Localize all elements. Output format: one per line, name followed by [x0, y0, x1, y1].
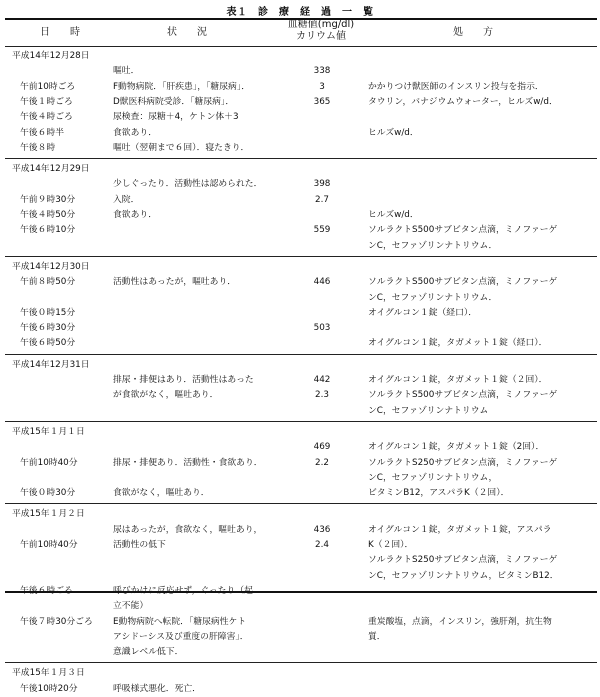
row-time: 午後０時15分 — [20, 307, 76, 318]
row-prescription: ンC，セファゾリンナトリウム． — [368, 240, 498, 251]
table-caption: 表１ 診 療 経 過 一 覧 — [226, 7, 374, 18]
group-separator — [5, 503, 597, 504]
group-date: 平成14年12月29日 — [12, 164, 90, 175]
row-value: 503 — [313, 323, 331, 334]
group-date: 平成14年12月30日 — [12, 261, 90, 272]
header-glucose: 血糖値(mg/dl) — [287, 19, 355, 30]
row-prescription: ソルラクトS250サブビタン点滴，ミノファーゲ — [368, 457, 558, 468]
row-time: 午後10時20分 — [20, 683, 78, 694]
row-value: 442 — [313, 375, 331, 385]
header-prescription: 処 方 — [453, 27, 493, 38]
row-value: 2.3 — [315, 390, 329, 401]
row-time: 午前10時40分 — [20, 540, 78, 550]
row-situation: D獣医科病院受診．「糖尿病」． — [113, 96, 235, 107]
header-potassium: カリウム値 — [296, 31, 346, 42]
row-prescription: 質． — [368, 631, 386, 642]
row-situation: 入院． — [113, 194, 140, 205]
row-value: 3 — [319, 81, 325, 92]
row-value: 338 — [313, 66, 331, 77]
row-prescription: ヒルズw/d． — [368, 210, 419, 220]
row-situation: 排尿・排便はあり．活動性はあった — [113, 375, 254, 385]
row-time: 午前10時ごろ — [20, 81, 76, 92]
row-value: 469 — [313, 442, 331, 453]
row-time: 午後１時ごろ — [20, 96, 73, 107]
row-situation: 少しぐったり．活動性は認められた． — [113, 179, 263, 190]
row-prescription: ンC，セファゾリンナトリウム，ビタミンB12． — [368, 570, 559, 581]
row-prescription: かかりつけ獣医師のインスリン投与を指示． — [368, 81, 544, 92]
row-prescription: ンC，セファゾリンナトリウム， — [368, 472, 498, 483]
row-situation: 食欲あり． — [113, 127, 157, 138]
row-value: 436 — [313, 524, 331, 535]
row-time: 午後６時半 — [20, 127, 64, 138]
row-prescription: タウリン，バナジウムウォーター，ヒルズw/d． — [368, 96, 558, 107]
row-value: 2.7 — [315, 194, 329, 205]
row-value: 559 — [313, 225, 331, 236]
row-situation: E動物病院へ転院．「糖尿病性ケト — [113, 616, 247, 627]
group-date: 平成15年１月１日 — [12, 426, 85, 437]
table-bottom-rule — [5, 591, 597, 593]
row-situation: 尿検査：尿糖＋4，ケトン体＋3 — [113, 112, 239, 123]
group-separator — [5, 662, 597, 663]
header-bottom-rule — [5, 46, 597, 47]
group-separator — [5, 354, 597, 355]
row-value: 2.4 — [315, 540, 329, 550]
row-prescription: ンC，セファゾリンナトリウム — [368, 405, 489, 416]
group-separator — [5, 158, 597, 159]
row-situation: 食欲あり． — [113, 210, 157, 220]
group-date: 平成14年12月28日 — [12, 51, 90, 61]
row-time: 午後６時30分 — [20, 323, 76, 334]
row-prescription: K（２回）． — [368, 540, 414, 550]
row-time: 午後４時50分 — [20, 210, 76, 220]
row-time: 午後８時 — [20, 142, 56, 153]
row-time: 午前９時30分 — [20, 194, 76, 205]
group-separator — [5, 256, 597, 257]
row-time: 午後０時30分 — [20, 488, 76, 499]
row-situation: 活動性はあったが，嘔吐あり． — [113, 277, 237, 288]
row-value: 446 — [313, 277, 331, 288]
row-situation: F動物病院．「肝疾患」，「糖尿病」． — [113, 81, 251, 92]
group-date: 平成15年１月２日 — [12, 509, 85, 520]
row-prescription: オイグルコン１錠，タガメット１錠，アスパラ — [368, 524, 552, 535]
row-situation: 排尿・排便あり．活動性・食欲あり． — [113, 457, 263, 468]
row-situation: 嘔吐． — [113, 66, 140, 77]
row-situation: アシドーシス及び重度の肝障害」． — [113, 631, 249, 642]
row-prescription: ソルラクトS500サブビタン点滴，ミノファーゲ — [368, 225, 558, 236]
row-prescription: ヒルズw/d． — [368, 127, 419, 138]
row-situation: 食欲がなく，嘔吐あり． — [113, 488, 210, 499]
row-situation: 活動性の低下 — [113, 540, 166, 550]
row-time: 午後６時10分 — [20, 225, 76, 236]
row-situation: 嘔吐（翌朝まで６回）．寝たきり． — [113, 142, 250, 153]
row-prescription: ンC，セファゾリンナトリウム． — [368, 292, 498, 303]
row-situation: 尿はあったが，食欲なく，嘔吐あり， — [113, 524, 263, 535]
row-value: 365 — [313, 96, 331, 107]
row-prescription: 重炭酸塩，点滴，インスリン，強肝剤，抗生物 — [368, 616, 552, 627]
row-prescription: ソルラクトS250サブビタン点滴，ミノファーゲ — [368, 555, 558, 566]
group-separator — [5, 421, 597, 422]
header-datetime: 日 時 — [40, 27, 80, 38]
row-situation: 呼吸様式悪化．死亡． — [113, 683, 201, 694]
row-time: 午前８時50分 — [20, 277, 76, 288]
row-time: 午後７時30分ごろ — [20, 616, 93, 627]
row-situation: 立不能） — [113, 601, 149, 612]
row-time: 午後６時ごろ — [20, 585, 73, 596]
row-prescription: オイグルコン１錠，タガメット１錠（経口）． — [368, 338, 548, 349]
row-prescription: ソルラクトS500サブビタン点滴，ミノファーゲ — [368, 277, 558, 288]
row-value: 2.2 — [315, 457, 329, 468]
row-situation: 意識レベル低下． — [113, 647, 184, 658]
row-time: 午後４時ごろ — [20, 112, 73, 123]
row-prescription: ビタミンB12，アスパラK（２回）． — [368, 488, 510, 499]
row-situation: が食欲がなく，嘔吐あり． — [113, 390, 219, 401]
group-date: 平成15年１月３日 — [12, 668, 85, 679]
row-value: 398 — [313, 179, 331, 190]
group-date: 平成14年12月31日 — [12, 359, 90, 370]
row-time: 午後６時50分 — [20, 338, 76, 349]
header-situation: 状 況 — [167, 27, 207, 38]
row-prescription: オイグルコン１錠（経口）． — [368, 307, 478, 318]
row-time: 午前10時40分 — [20, 457, 78, 468]
row-prescription: ソルラクトS500サブビタン点滴，ミノファーゲ — [368, 390, 558, 401]
row-prescription: オイグルコン１錠，タガメット１錠（２回）． — [368, 375, 548, 385]
row-prescription: オイグルコン１錠，タガメット１錠（2回）． — [368, 442, 545, 453]
row-situation: 呼びかけに反応せず，ぐったり（起 — [113, 585, 253, 596]
